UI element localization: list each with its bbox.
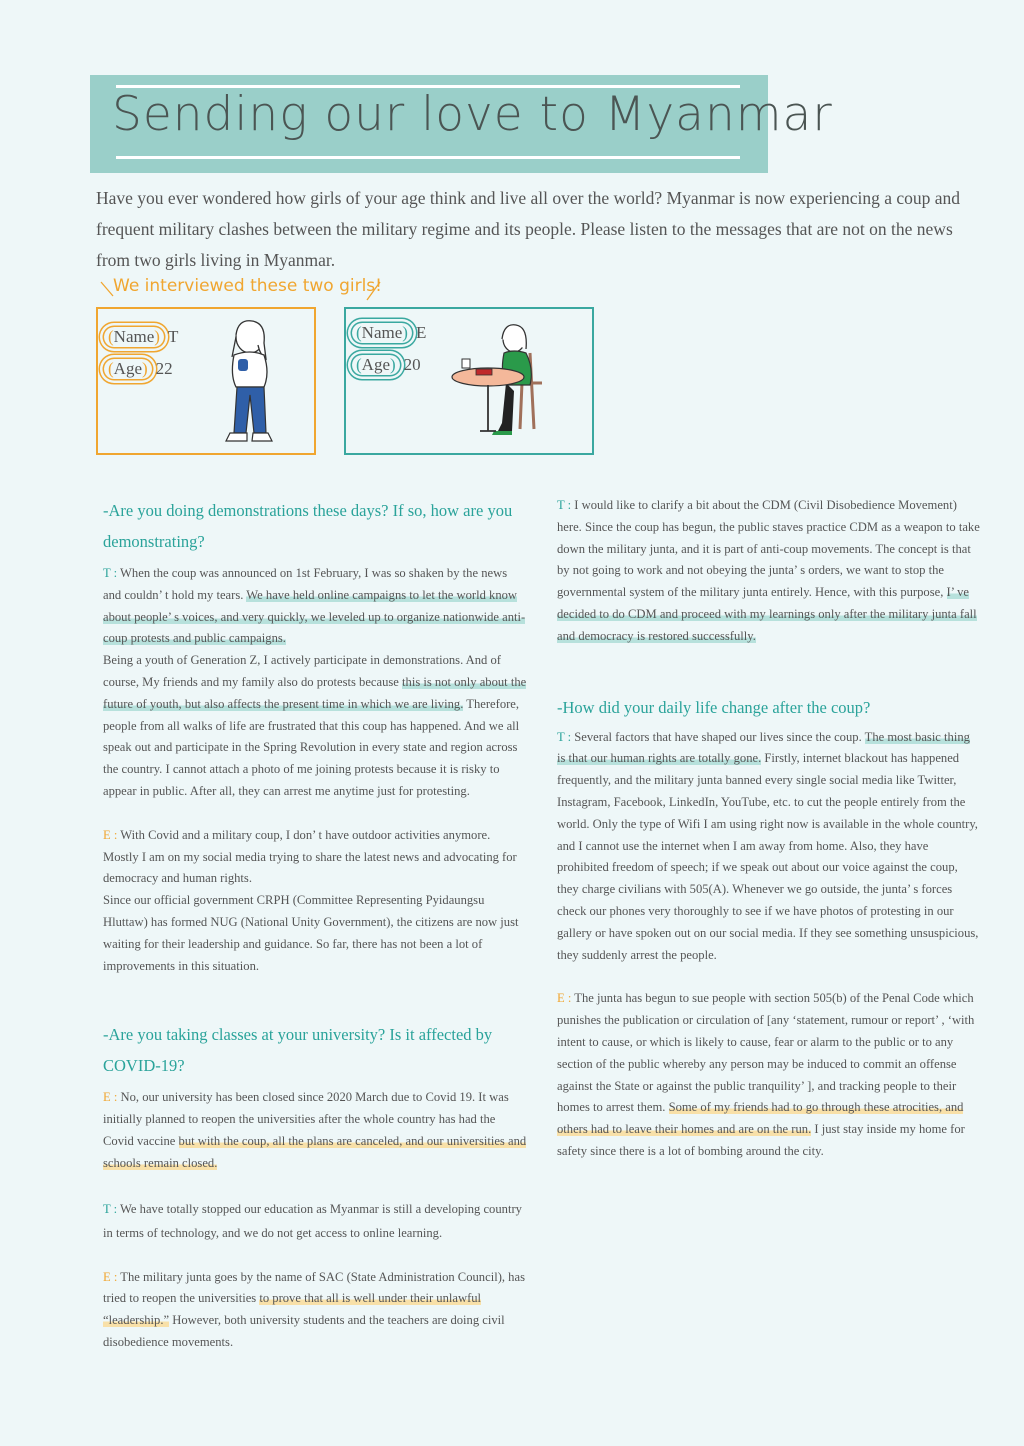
- question-daily-life: -How did your daily life change after the coup?: [557, 697, 871, 717]
- answer-t-demonstrations: T : When the coup was announced on 1st February, I was so shaken by the news and couldn’ t hold my tears. We have held online campaigns to let the world know about people’ s voices, and very quickly, we leveled up to organize nationwide anti-coup protests and public campaigns.: [103, 566, 526, 646]
- profile-age: 20: [403, 355, 421, 374]
- answer-e-daily-life: E : The junta has begun to sue people with section 505(b) of the Penal Code which punishes the publication or circulation of [any ‘statement, rumour or report’ , ‘with intent to cause, or which is likely to cause, fear or alarm to the public or to any section of the public whereby any person may be induced to commit an offense against the State or against the public tranquility’ ], and tracking people to their homes to arrest them. Some of my friends had to go through these atrocities, and others had to leave their homes and are on the run. I just stay inside my home for safety since there is a lot of bombing around the city.: [557, 991, 975, 1158]
- girl-standing-illustration: [216, 315, 286, 447]
- profile-name: E: [415, 323, 427, 342]
- profile-name-row: [98, 327, 178, 347]
- title-bottom-rule: [116, 156, 740, 159]
- right-column: [557, 495, 981, 1163]
- intro-paragraph: Have you ever wondered how girls of your age think and live all over the world? Myanmar is now experiencing a coup and frequent military clashes between the military regime and its people. Please listen to the messages that are not on the news from two girls living in Myanmar.: [96, 188, 961, 270]
- answer-e-demonstrations-2: Since our official government CRPH (Committee Representing Pyidaungsu Hluttaw) has formed NUG (National Unity Government), the citizens are now just waiting for their leadership and guidance. So far, there has not been a lot of improvements in this situation.: [103, 893, 519, 973]
- name-pill: (Name): [104, 327, 164, 347]
- question-demonstrations: -Are you doing demonstrations these days? If so, how are you demonstrating?: [103, 501, 513, 551]
- girl-sitting-illustration: [450, 319, 546, 439]
- interview-label-text: We interviewed these two girls!: [113, 276, 382, 296]
- profile-age: 22: [155, 359, 173, 378]
- left-column: [103, 495, 527, 1354]
- profile-card-t: [96, 307, 316, 455]
- title-banner: [90, 75, 833, 173]
- answer-e-classes: E : No, our university has been closed since 2020 March due to Covid 19. It was initially planned to reopen the universities after the whole country has had the Covid vaccine but with the coup, all the plans are canceled, and our universities and schools remain closed.: [103, 1090, 527, 1170]
- page-title: Sending our love to Myanmar: [112, 87, 833, 142]
- answer-t-demonstrations-2: Being a youth of Generation Z, I actively participate in demonstrations. And of course, My friends and my family also do protests because this is not only about the future of youth, but also affects the present time in which we are living. Therefore, people from all walks of life are frustrated that this coup has happened. And we all speak out and participate in the Spring Revolution in every state and region across the country. I cannot attach a photo of me joining protests because it is risky to appear in public. After all, they can arrest me anytime just for protesting.: [103, 653, 527, 798]
- answer-t-cdm: T : I would like to clarify a bit about the CDM (Civil Disobedience Movement) here. Since the coup has begun, the public staves practice CDM as a weapon to take down the military junta, and it is part of anti-coup movements. The concept is that by not going to work and not obeying the junta’ s orders, we want to stop the governmental system of the military junta entirely. Hence, with this purpose, I’ ve decided to do CDM and proceed with my learnings only after the military junta fall and democracy is restored successfully.: [557, 498, 980, 643]
- answer-t-classes: T : We have totally stopped our education as Myanmar is still a developing country in terms of technology, and we do not get access to online learning.: [103, 1201, 522, 1240]
- profile-card-e: [344, 307, 594, 455]
- interview-label: [100, 276, 385, 304]
- age-pill: (Age): [352, 355, 400, 375]
- profile-name: T: [167, 327, 179, 346]
- profile-age-row: [346, 355, 421, 375]
- age-pill: (Age): [104, 359, 152, 379]
- question-classes: -Are you taking classes at your university? Is it affected by COVID-19?: [103, 1025, 493, 1076]
- profile-name-row: [346, 323, 426, 343]
- answer-t-daily-life: T : Several factors that have shaped our lives since the coup. The most basic thing is that our human rights are totally gone. Firstly, internet blackout has happened frequently, and the military junta banned every single social media like Twitter, Instagram, Facebook, LinkedIn, YouTube, etc. to cut the people entirely from the world. Only the type of Wifi I am using right now is available in the whole country, and I cannot use the internet when I am away from home. Also, they have prohibited freedom of speech; if we speak out about our voice against the coup, they charge civilians with 505(A). Whenever we go outside, the junta’ s forces check our phones very thoroughly to see if we have photos of protesting in our gallery or have spoken out on our social media. If they see something unsuspicious, they suddenly arrest the people.: [557, 729, 979, 962]
- answer-e-classes-2: E : The military junta goes by the name of SAC (State Administration Council), has tried to reopen the universities to prove that all is well under their unlawful “leadership.” However, both university students and the teachers are doing civil disobedience movements.: [103, 1269, 525, 1349]
- name-pill: (Name): [352, 323, 412, 343]
- answer-e-demonstrations: E : With Covid and a military coup, I don’ t have outdoor activities anymore. Mostly I am on my social media trying to share the latest news and advocating for democracy and human rights.: [103, 827, 517, 886]
- profile-age-row: [98, 359, 173, 379]
